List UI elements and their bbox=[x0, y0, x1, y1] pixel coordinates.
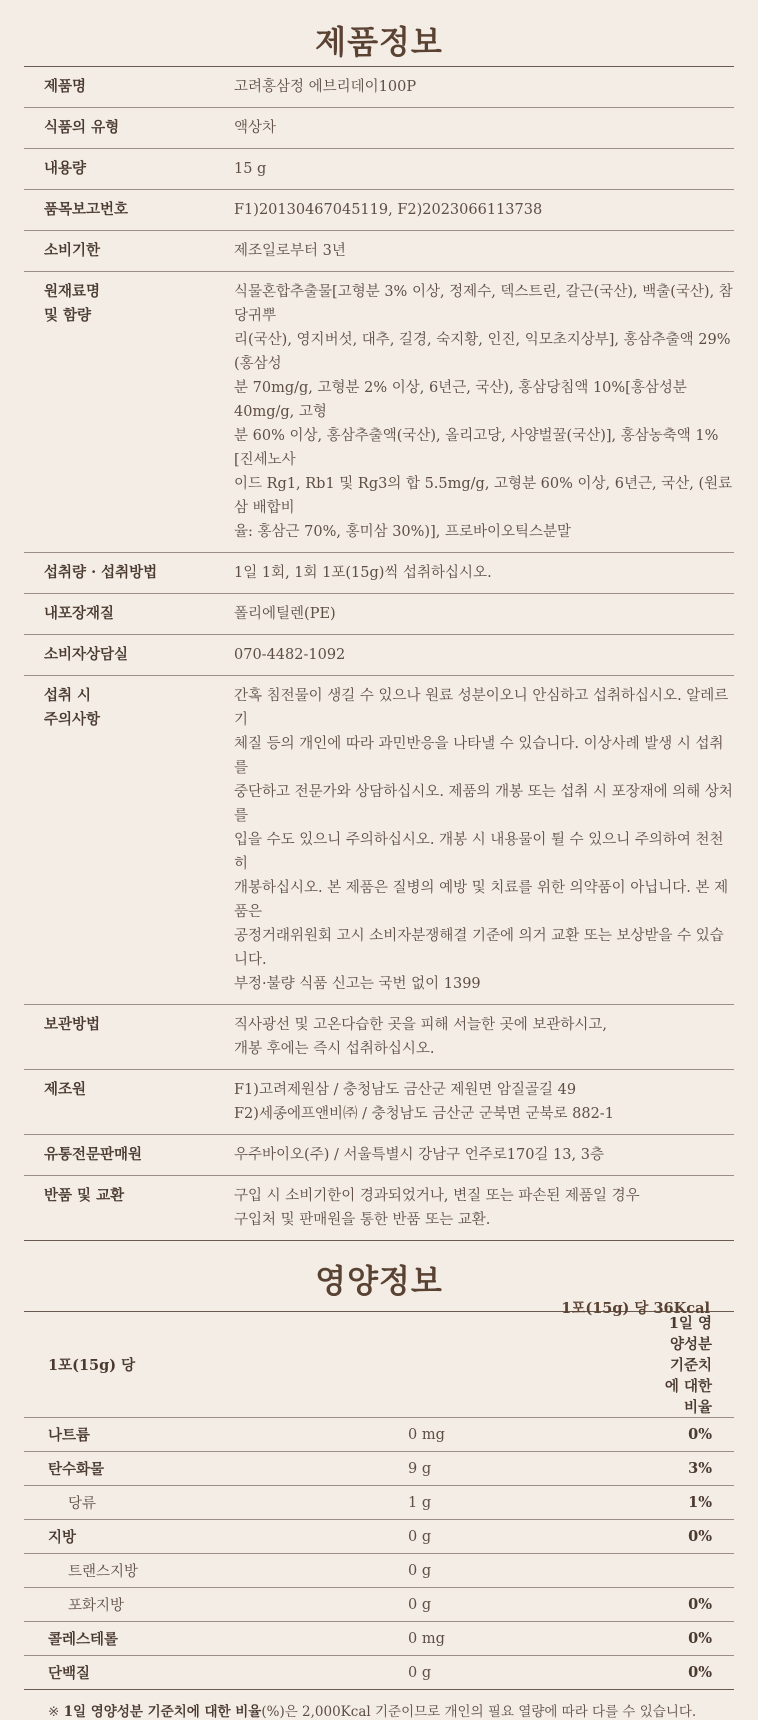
product-info-title: 제품정보 bbox=[315, 23, 443, 61]
info-value-text: 고려홍삼정 에브리데이100P bbox=[234, 79, 417, 95]
info-label-text: 제품명 bbox=[44, 78, 87, 95]
info-value-text: 개봉하십시오. 본 제품은 질병의 예방 및 치료를 위한 의약품이 아닙니다. 본 제품은 bbox=[234, 880, 729, 920]
footnote-rest: (%)은 2,000Kcal 기준이므로 개인의 필요 열량에 따라 다를 수 있습니다. bbox=[261, 1704, 697, 1720]
info-label bbox=[24, 272, 234, 553]
info-label bbox=[24, 190, 234, 231]
info-row bbox=[24, 1135, 734, 1176]
info-label-text: 내포장재질 bbox=[44, 605, 115, 622]
nutrition-row bbox=[24, 1418, 734, 1452]
info-value-text: 분 70mg/g, 고형분 2% 이상, 6년근, 국산), 홍삼당침액 10%[홍삼성분 40mg/g, 고형 bbox=[234, 380, 687, 420]
info-label-text: 원재료명 bbox=[44, 283, 101, 300]
info-row bbox=[24, 1070, 734, 1135]
info-row bbox=[24, 1176, 734, 1241]
nutrition-row bbox=[24, 1554, 734, 1588]
info-value-text: 부정·불량 식품 신고는 국번 없이 1399 bbox=[234, 976, 481, 992]
info-label-text: 섭취 시 bbox=[44, 687, 92, 704]
nutrient-name: 포화지방 bbox=[24, 1588, 408, 1622]
nutrient-amount: 0 mg bbox=[408, 1622, 658, 1656]
info-row bbox=[24, 676, 734, 1005]
info-value-text: 간혹 침전물이 생길 수 있으나 원료 성분이오니 안심하고 섭취하십시오. 알레르기 bbox=[234, 688, 729, 728]
info-value-text: 분 60% 이상, 홍삼추출액(국산), 올리고당, 사양벌꿀(국산)], 홍삼농축액 1%[진세노사 bbox=[234, 428, 719, 468]
serving-kcal: 1포(15g) 당 36Kcal bbox=[561, 1300, 710, 1317]
nutrition-header-right: 1일 영양성분 기준치에 대한 비율 bbox=[658, 1312, 734, 1418]
info-label-text: 식품의 유형 bbox=[44, 119, 120, 136]
nutrition-title: 영양정보 bbox=[315, 1262, 443, 1300]
info-label bbox=[24, 553, 234, 594]
nutrition-header-mid bbox=[408, 1312, 658, 1418]
info-value bbox=[234, 1135, 734, 1176]
nutrition-row bbox=[24, 1588, 734, 1622]
info-row bbox=[24, 231, 734, 272]
info-value bbox=[234, 108, 734, 149]
info-label bbox=[24, 149, 234, 190]
info-value bbox=[234, 553, 734, 594]
info-label bbox=[24, 231, 234, 272]
nutrient-amount: 0 g bbox=[408, 1656, 658, 1690]
info-row bbox=[24, 635, 734, 676]
info-value-text: 리(국산), 영지버섯, 대추, 길경, 숙지황, 인진, 익모초지상부], 홍삼추출액 29%(홍삼성 bbox=[234, 332, 731, 372]
info-value-text: 1일 1회, 1회 1포(15g)씩 섭취하십시오. bbox=[234, 565, 492, 581]
info-row bbox=[24, 553, 734, 594]
nutrition-row bbox=[24, 1656, 734, 1690]
info-label bbox=[24, 635, 234, 676]
info-row bbox=[24, 594, 734, 635]
nutrition-row bbox=[24, 1486, 734, 1520]
info-value bbox=[234, 676, 734, 1005]
info-label bbox=[24, 1135, 234, 1176]
product-info-table bbox=[24, 66, 734, 1241]
nutrient-percent: 1% bbox=[658, 1486, 734, 1520]
nutrition-row bbox=[24, 1452, 734, 1486]
nutrient-amount: 0 g bbox=[408, 1520, 658, 1554]
nutrient-name: 트랜스지방 bbox=[24, 1554, 408, 1588]
info-value-text: 중단하고 전문가와 상담하십시오. 제품의 개봉 또는 섭취 시 포장재에 의해 상처를 bbox=[234, 784, 733, 824]
info-label bbox=[24, 1176, 234, 1241]
nutrient-percent: 0% bbox=[658, 1622, 734, 1656]
nutrition-row bbox=[24, 1622, 734, 1656]
info-label bbox=[24, 67, 234, 108]
nutrient-percent: 3% bbox=[658, 1452, 734, 1486]
nutrition-header-left: 1포(15g) 당 bbox=[24, 1312, 408, 1418]
nutrient-amount: 0 g bbox=[408, 1554, 658, 1588]
info-label-text: 섭취량 · 섭취방법 bbox=[44, 564, 158, 581]
info-value bbox=[234, 231, 734, 272]
info-row bbox=[24, 67, 734, 108]
info-value bbox=[234, 594, 734, 635]
info-row bbox=[24, 1005, 734, 1070]
info-value-text: F1)고려제원삼 / 충청남도 금산군 제원면 암질골길 49 bbox=[234, 1082, 577, 1098]
info-label-text: 반품 및 교환 bbox=[44, 1187, 125, 1204]
nutrient-amount: 9 g bbox=[408, 1452, 658, 1486]
info-row bbox=[24, 108, 734, 149]
info-value-text: 070-4482-1092 bbox=[234, 647, 346, 663]
info-value-text: 액상차 bbox=[234, 120, 277, 136]
info-label-text: 보관방법 bbox=[44, 1016, 101, 1033]
nutrient-amount: 0 mg bbox=[408, 1418, 658, 1452]
nutrient-name: 탄수화물 bbox=[24, 1452, 408, 1486]
info-value bbox=[234, 67, 734, 108]
info-label-text: 유통전문판매원 bbox=[44, 1146, 143, 1163]
nutrient-percent: 0% bbox=[658, 1418, 734, 1452]
info-value-text: F1)20130467045119, F2)2023066113738 bbox=[234, 202, 543, 218]
info-value-text: 폴리에틸렌(PE) bbox=[234, 606, 336, 622]
info-value-text: 15 g bbox=[234, 161, 267, 177]
info-value-text: 율: 홍삼근 70%, 홍미삼 30%)], 프로바이오틱스분말 bbox=[234, 524, 572, 540]
info-value-text: 구입처 및 판매원을 통한 반품 또는 교환. bbox=[234, 1212, 491, 1228]
info-value-text: 제조일로부터 3년 bbox=[234, 243, 346, 259]
info-label bbox=[24, 108, 234, 149]
info-value-text: 식물혼합추출물[고형분 3% 이상, 정제수, 덱스트린, 갈근(국산), 백출(국산), 참당귀뿌 bbox=[234, 284, 733, 324]
info-value bbox=[234, 149, 734, 190]
nutrient-amount: 1 g bbox=[408, 1486, 658, 1520]
info-label bbox=[24, 1070, 234, 1135]
info-label bbox=[24, 1005, 234, 1070]
info-label-text: 품목보고번호 bbox=[44, 201, 129, 218]
info-label bbox=[24, 594, 234, 635]
info-value-text: 직사광선 및 고온다습한 곳을 피해 서늘한 곳에 보관하시고, bbox=[234, 1017, 608, 1033]
nutrient-name: 콜레스테롤 bbox=[24, 1622, 408, 1656]
info-label-text: 제조원 bbox=[44, 1081, 87, 1098]
info-value-text: F2)세종에프앤비㈜ / 충청남도 금산군 군북면 군북로 882-1 bbox=[234, 1106, 614, 1122]
info-value bbox=[234, 272, 734, 553]
info-row bbox=[24, 149, 734, 190]
info-value bbox=[234, 1005, 734, 1070]
info-value-text: 공정거래위원회 고시 소비자분쟁해결 기준에 의거 교환 또는 보상받을 수 있습니다. bbox=[234, 928, 724, 968]
nutrition-header-row bbox=[24, 1312, 734, 1418]
info-label-text: 소비자상담실 bbox=[44, 646, 129, 663]
info-row bbox=[24, 272, 734, 553]
info-value bbox=[234, 1176, 734, 1241]
nutrient-percent: 0% bbox=[658, 1520, 734, 1554]
nutrition-row bbox=[24, 1520, 734, 1554]
footnote-prefix: ※ bbox=[48, 1704, 64, 1720]
nutrient-name: 나트륨 bbox=[24, 1418, 408, 1452]
nutrient-amount: 0 g bbox=[408, 1588, 658, 1622]
nutrient-percent bbox=[658, 1554, 734, 1588]
nutrition-table bbox=[24, 1311, 734, 1690]
nutrient-name: 단백질 bbox=[24, 1656, 408, 1690]
info-label-text: 내용량 bbox=[44, 160, 87, 177]
nutrition-header bbox=[24, 1241, 734, 1317]
info-value-text: 이드 Rg1, Rb1 및 Rg3의 합 5.5mg/g, 고형분 60% 이상, 6년근, 국산, (원료삼 배합비 bbox=[234, 476, 733, 516]
info-value-text: 구입 시 소비기한이 경과되었거나, 변질 또는 파손된 제품일 경우 bbox=[234, 1188, 640, 1204]
info-value-text: 체질 등의 개인에 따라 과민반응을 나타낼 수 있습니다. 이상사례 발생 시 섭취를 bbox=[234, 736, 724, 776]
info-row bbox=[24, 190, 734, 231]
info-value-text: 입을 수도 있으니 주의하십시오. 개봉 시 내용물이 튈 수 있으니 주의하여 천천히 bbox=[234, 832, 724, 872]
nutrient-percent: 0% bbox=[658, 1656, 734, 1690]
info-label-text: 주의사항 bbox=[44, 711, 101, 728]
info-value bbox=[234, 635, 734, 676]
info-label-text: 소비기한 bbox=[44, 242, 101, 259]
nutrient-name: 지방 bbox=[24, 1520, 408, 1554]
nutrient-percent: 0% bbox=[658, 1588, 734, 1622]
footnote-bold: 1일 영양성분 기준치에 대한 비율 bbox=[63, 1704, 262, 1720]
info-value-text: 개봉 후에는 즉시 섭취하십시오. bbox=[234, 1041, 435, 1057]
info-label-text: 및 함량 bbox=[44, 307, 92, 324]
info-value bbox=[234, 1070, 734, 1135]
info-label bbox=[24, 676, 234, 1005]
info-value-text: 우주바이오(주) / 서울특별시 강남구 언주로170길 13, 3층 bbox=[234, 1147, 604, 1163]
info-value bbox=[234, 190, 734, 231]
nutrition-footnote bbox=[24, 1700, 734, 1720]
nutrient-name: 당류 bbox=[24, 1486, 408, 1520]
